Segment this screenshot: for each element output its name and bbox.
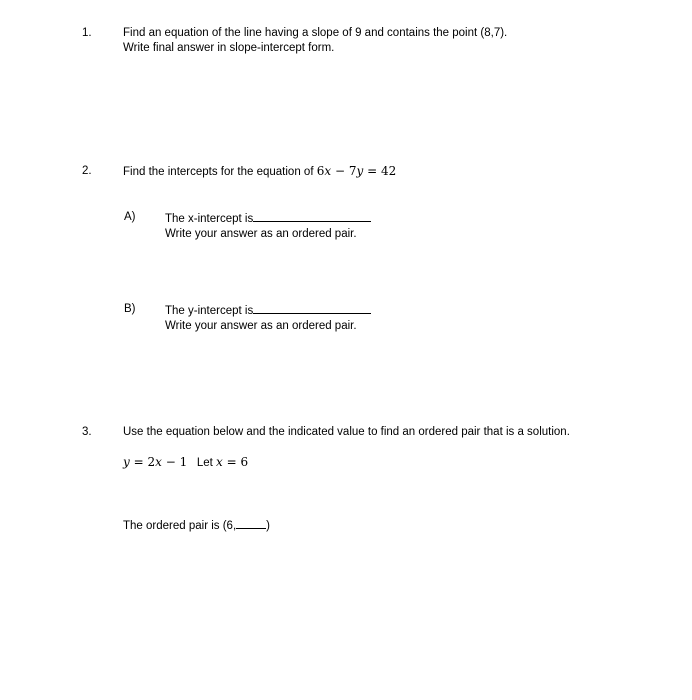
question-2-text — [123, 164, 396, 180]
question-1-line-2: Write final answer in slope-intercept form. — [123, 42, 335, 54]
part-a-instruction: Write your answer as an ordered pair. — [165, 228, 357, 240]
part-a-label: A) — [124, 211, 136, 223]
question-2-prompt: Find the intercepts for the equation of — [123, 166, 314, 178]
let-value: x = 6 — [216, 455, 249, 469]
x-intercept-label: The x-intercept is — [165, 213, 254, 225]
part-b-instruction: Write your answer as an ordered pair. — [165, 320, 357, 332]
let-label: Let — [196, 457, 213, 469]
question-2-equation: 6x − 7y = 42 — [316, 164, 397, 178]
ordered-pair-suffix: ) — [266, 520, 270, 532]
y-intercept-label: The y-intercept is — [165, 305, 254, 317]
part-a-text — [165, 210, 371, 242]
question-3-equation-line — [123, 455, 248, 471]
part-b-label: B) — [124, 303, 136, 315]
part-b-text — [165, 302, 371, 334]
question-3-equation: y = 2x − 1 — [123, 455, 188, 469]
question-1-text — [123, 26, 507, 56]
question-1-number: 1. — [82, 27, 92, 39]
question-3-prompt: Use the equation below and the indicated value to find an ordered pair that is a solution. — [123, 426, 570, 438]
y-intercept-answer-blank[interactable] — [253, 302, 371, 314]
x-intercept-answer-blank[interactable] — [253, 210, 371, 222]
question-2-number: 2. — [82, 165, 92, 177]
question-3-answer-line — [123, 517, 270, 534]
question-1-line-1: Find an equation of the line having a slope of 9 and contains the point (8,7). — [123, 27, 508, 39]
ordered-pair-answer-blank[interactable] — [236, 517, 266, 529]
question-3-number: 3. — [82, 426, 92, 438]
ordered-pair-prefix: The ordered pair is (6, — [123, 520, 237, 532]
